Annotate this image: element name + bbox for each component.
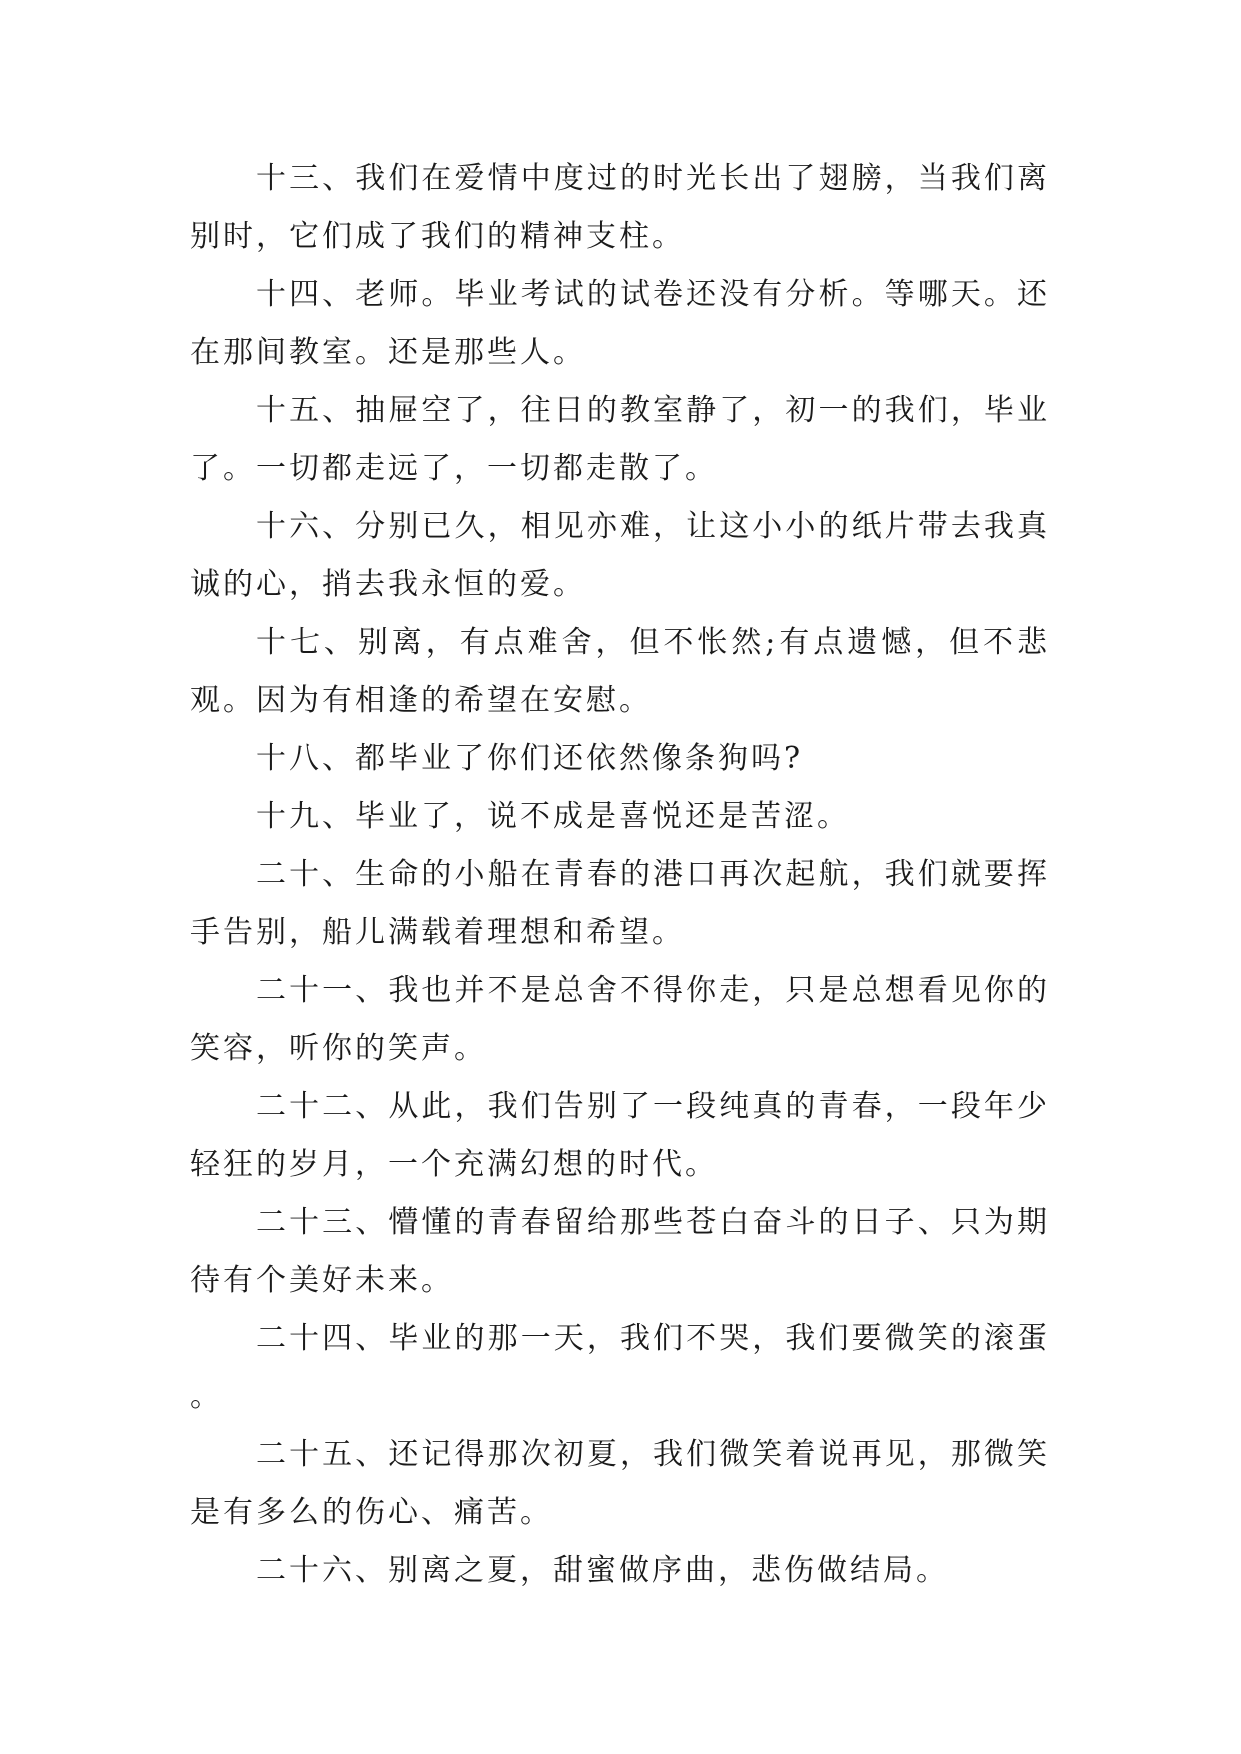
paragraph-17: 十七、别离，有点难舍，但不怅然;有点遗憾，但不悲观。因为有相逢的希望在安慰。	[190, 625, 1050, 718]
paragraph-23: 二十三、懵懂的青春留给那些苍白奋斗的日子、只为期待有个美好未来。	[190, 1205, 1050, 1298]
paragraph-18: 十八、都毕业了你们还依然像条狗吗?	[256, 741, 804, 776]
paragraph-24: 二十四、毕业的那一天，我们不哭，我们要微笑的滚蛋。	[190, 1321, 1050, 1414]
document-body	[190, 150, 1050, 1600]
paragraph-22: 二十二、从此，我们告别了一段纯真的青春，一段年少轻狂的岁月，一个充满幻想的时代。	[190, 1089, 1050, 1182]
paragraph-13: 十三、我们在爱情中度过的时光长出了翅膀，当我们离别时，它们成了我们的精神支柱。	[190, 161, 1050, 254]
paragraph-14: 十四、老师。毕业考试的试卷还没有分析。等哪天。还在那间教室。还是那些人。	[190, 277, 1050, 370]
paragraph-16: 十六、分别已久，相见亦难，让这小小的纸片带去我真诚的心，捎去我永恒的爱。	[190, 509, 1050, 602]
paragraph-15: 十五、抽屉空了，往日的教室静了，初一的我们，毕业了。一切都走远了，一切都走散了。	[190, 393, 1050, 486]
paragraph-20: 二十、生命的小船在青春的港口再次起航，我们就要挥手告别，船儿满载着理想和希望。	[190, 857, 1050, 950]
paragraph-25: 二十五、还记得那次初夏，我们微笑着说再见，那微笑是有多么的伤心、痛苦。	[190, 1437, 1050, 1530]
paragraph-21: 二十一、我也并不是总舍不得你走，只是总想看见你的笑容，听你的笑声。	[190, 973, 1050, 1066]
paragraph-26: 二十六、别离之夏，甜蜜做序曲，悲伤做结局。	[256, 1553, 949, 1588]
paragraph-19: 十九、毕业了，说不成是喜悦还是苦涩。	[256, 799, 850, 834]
